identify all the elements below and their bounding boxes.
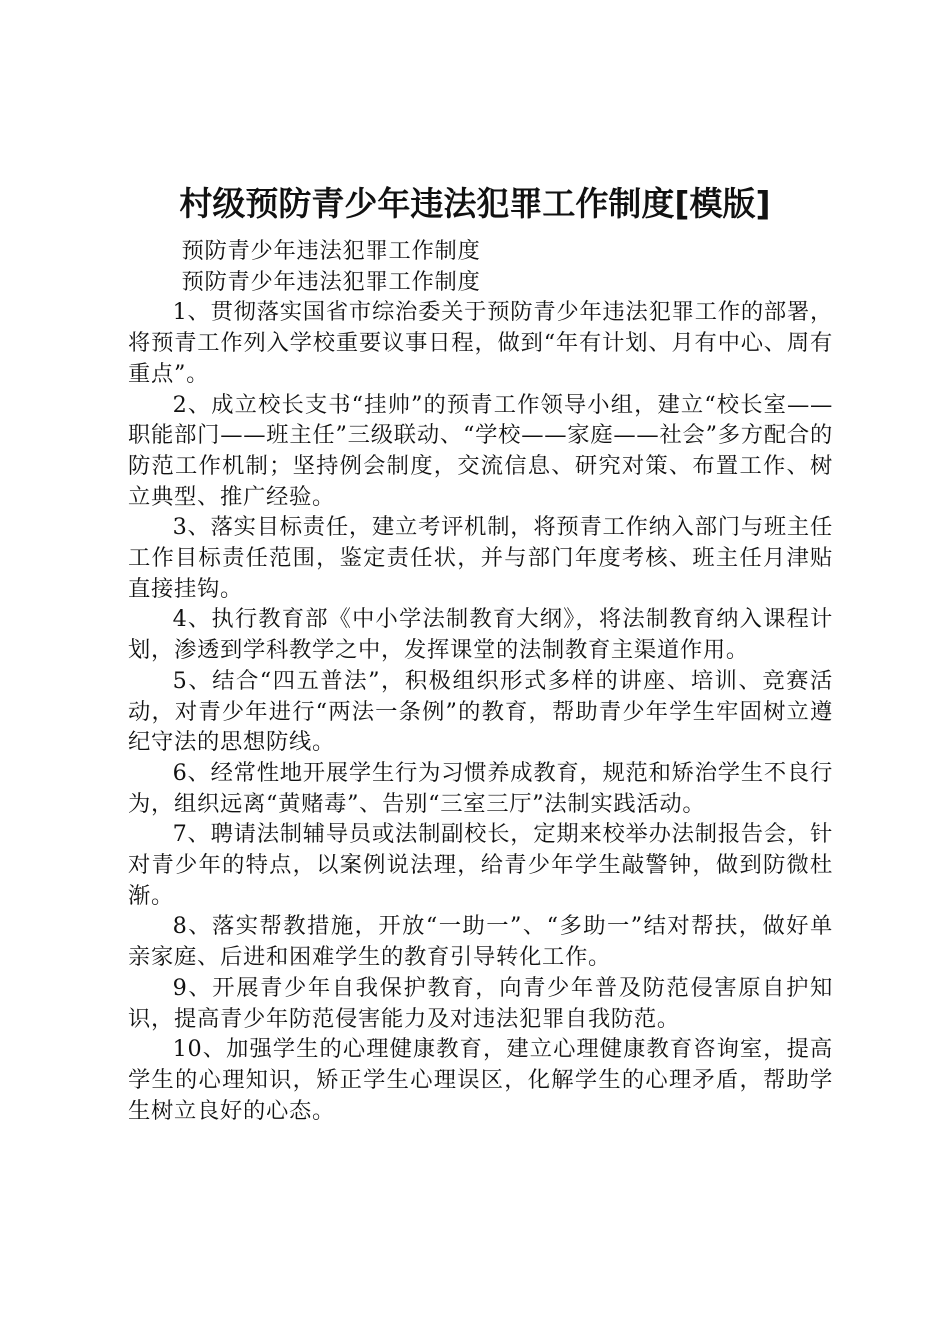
paragraph: 3、落实目标责任，建立考评机制，将预青工作纳入部门与班主任工作目标责任范围，鉴定责任状，并与部门年度考核、班主任月津贴直接挂钩。: [128, 514, 833, 602]
document-body: [128, 236, 833, 1126]
paragraph: 10、加强学生的心理健康教育，建立心理健康教育咨询室，提高学生的心理知识，矫正学生心理误区，化解学生的心理矛盾，帮助学生树立良好的心态。: [128, 1036, 833, 1124]
paragraph: 4、执行教育部《中小学法制教育大纲》，将法制教育纳入课程计划，渗透到学科教学之中，发挥课堂的法制教育主渠道作用。: [128, 606, 833, 664]
paragraph: 6、经常性地开展学生行为习惯养成教育，规范和矫治学生不良行为，组织远离“黄赌毒”、告别“三室三厅”法制实践活动。: [128, 759, 833, 817]
subheading: 预防青少年违法犯罪工作制度: [181, 268, 481, 295]
paragraph: 1、贯彻落实国省市综治委关于预防青少年违法犯罪工作的部署，将预青工作列入学校重要议事日程，做到“年有计划、月有中心、周有重点”。: [128, 299, 833, 387]
paragraph: 7、聘请法制辅导员或法制副校长，定期来校举办法制报告会，针对青少年的特点，以案例说法理，给青少年学生敲警钟，做到防微杜渐。: [128, 821, 833, 909]
subheading: 预防青少年违法犯罪工作制度: [181, 238, 481, 264]
paragraph: 5、结合“四五普法”，积极组织形式多样的讲座、培训、竞赛活动，对青少年进行“两法一条例”的教育，帮助青少年学生牢固树立遵纪守法的思想防线。: [128, 667, 833, 756]
paragraph: 9、开展青少年自我保护教育，向青少年普及防范侵害原自护知识，提高青少年防范侵害能力及对违法犯罪自我防范。: [128, 974, 833, 1032]
paragraph: 2、成立校长支书“挂帅”的预青工作领导小组，建立“校长室——职能部门——班主任”三级联动、“学校——家庭——社会”多方配合的防范工作机制；坚持例会制度，交流信息、研究对策、布置工作、树立典型、推广经验。: [128, 391, 833, 510]
paragraph: 8、落实帮教措施，开放“一助一”、“多助一”结对帮扶，做好单亲家庭、后进和困难学生的教育引导转化工作。: [128, 913, 833, 971]
document-title: 村级预防青少年违法犯罪工作制度[模版]: [179, 184, 771, 223]
